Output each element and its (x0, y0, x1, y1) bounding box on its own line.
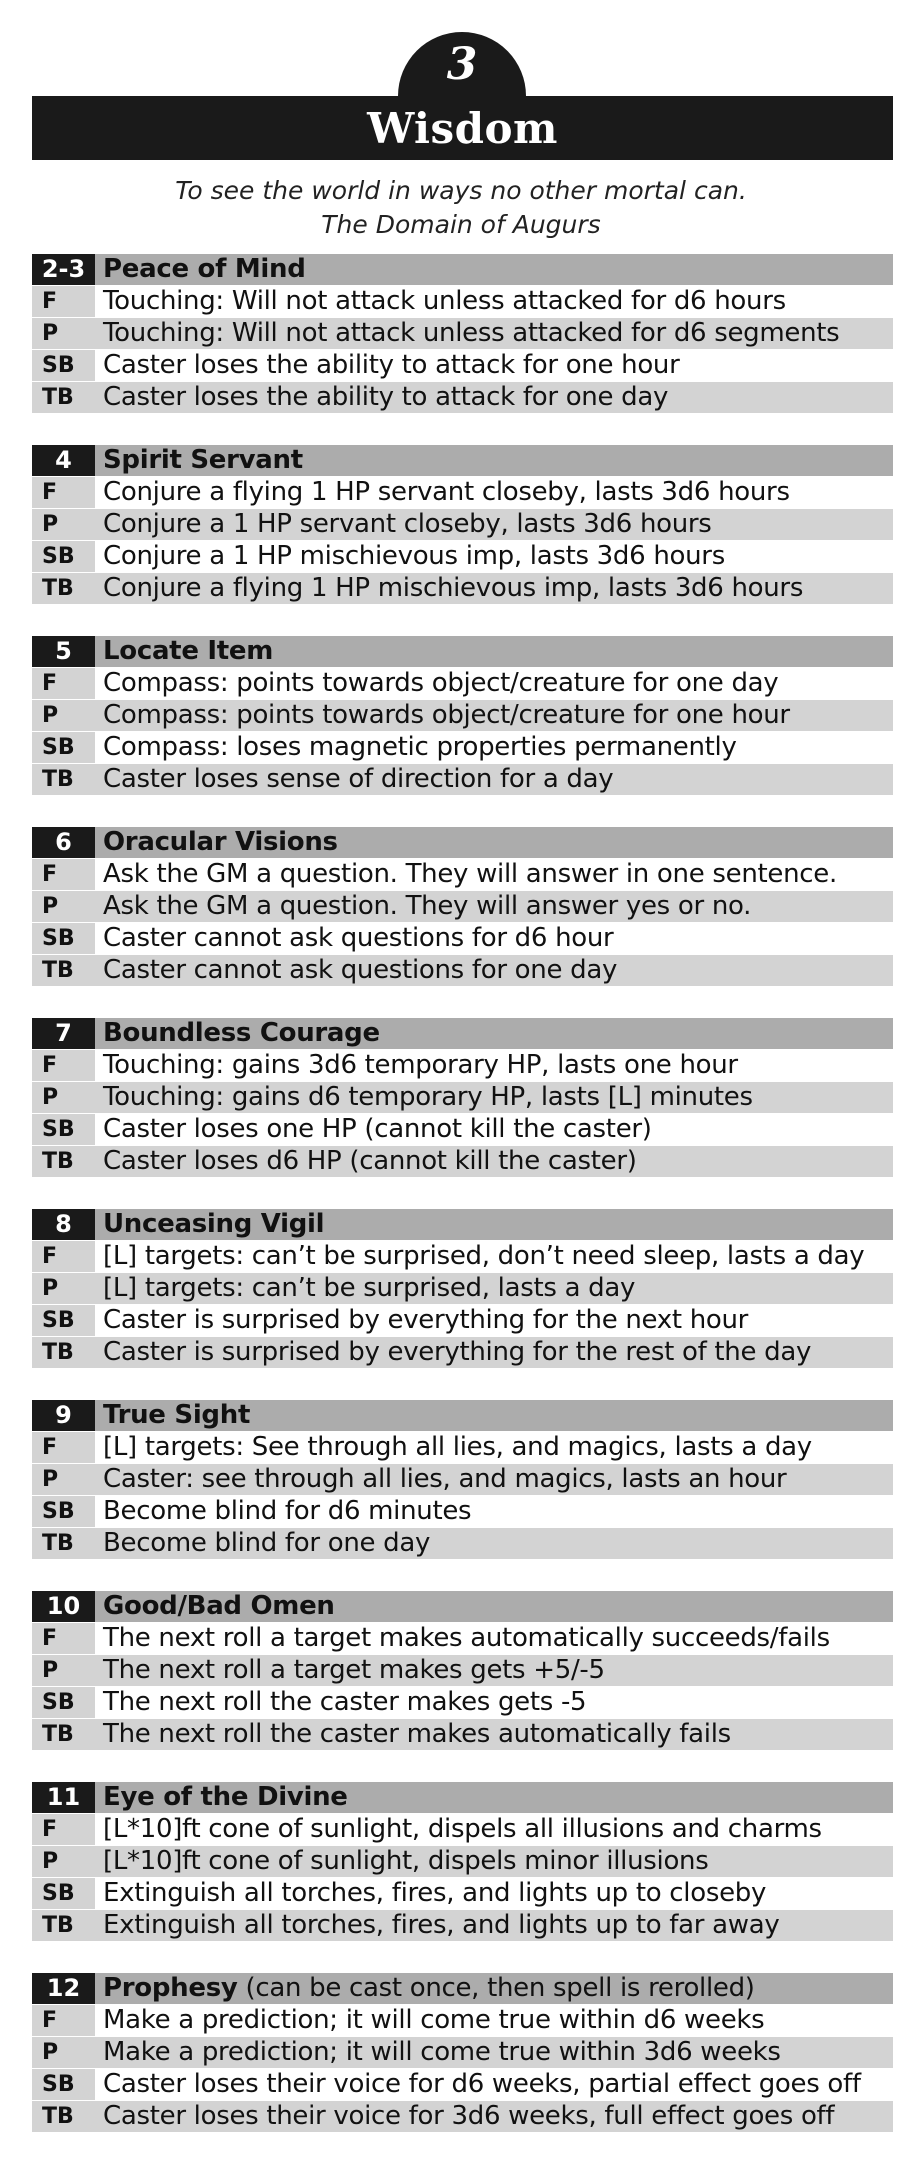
effect-code: SB (32, 1496, 95, 1527)
effect-code: F (32, 1241, 95, 1272)
effect-text: Caster loses their voice for d6 weeks, partial effect goes off (95, 2069, 893, 2100)
effect-code: TB (32, 2101, 95, 2132)
spell-block (32, 1209, 893, 1369)
effect-code: SB (32, 1305, 95, 1336)
effect-row (32, 1623, 893, 1655)
effect-text: Make a prediction; it will come true within d6 weeks (95, 2005, 893, 2036)
effect-text: The next roll the caster makes gets -5 (95, 1687, 893, 1718)
spell-roll-number: 9 (32, 1400, 95, 1431)
effect-row (32, 1146, 893, 1178)
effect-code: F (32, 1050, 95, 1081)
effect-code: P (32, 1655, 95, 1686)
effect-row (32, 1432, 893, 1464)
effect-row (32, 1655, 893, 1687)
effect-text: Extinguish all torches, fires, and lights up to closeby (95, 1878, 893, 1909)
effect-row (32, 573, 893, 605)
effect-text: Compass: loses magnetic properties permanently (95, 732, 893, 763)
effect-row (32, 1719, 893, 1751)
effect-text: Caster loses one HP (cannot kill the caster) (95, 1114, 893, 1145)
effect-text: [L] targets: can’t be surprised, lasts a day (95, 1273, 893, 1304)
effect-code: F (32, 859, 95, 890)
effect-code: TB (32, 573, 95, 604)
spell-block (32, 1591, 893, 1751)
spell-roll-number: 11 (32, 1782, 95, 1813)
effect-text: [L*10]ft cone of sunlight, dispels all illusions and charms (95, 1814, 893, 1845)
effect-text: Touching: Will not attack unless attacked for d6 hours (95, 286, 893, 317)
spell-name: Peace of Mind (103, 254, 306, 284)
spell-header-row (32, 1591, 893, 1623)
effect-text: Touching: gains d6 temporary HP, lasts [L] minutes (95, 1082, 893, 1113)
subtitle-line: To see the world in ways no other mortal can. (175, 176, 747, 205)
effect-code: SB (32, 2069, 95, 2100)
spell-header-row (32, 1209, 893, 1241)
effect-code: P (32, 1464, 95, 1495)
effect-row (32, 1687, 893, 1719)
effect-text: Caster cannot ask questions for d6 hour (95, 923, 893, 954)
spell-roll-number: 2-3 (32, 254, 95, 285)
effect-text: [L] targets: can’t be surprised, don’t need sleep, lasts a day (95, 1241, 893, 1272)
effect-row (32, 1050, 893, 1082)
effect-text: Caster loses their voice for 3d6 weeks, full effect goes off (95, 2101, 893, 2132)
effect-code: P (32, 318, 95, 349)
effect-code: F (32, 1814, 95, 1845)
effect-row (32, 1337, 893, 1369)
effect-text: Compass: points towards object/creature for one hour (95, 700, 893, 731)
spell-header-row (32, 1400, 893, 1432)
effect-row (32, 1846, 893, 1878)
effect-text: Conjure a flying 1 HP mischievous imp, lasts 3d6 hours (95, 573, 893, 604)
effect-row (32, 1305, 893, 1337)
effect-text: Caster: see through all lies, and magics, lasts an hour (95, 1464, 893, 1495)
effect-text: The next roll a target makes automatically succeeds/fails (95, 1623, 893, 1654)
spell-name: Eye of the Divine (103, 1782, 348, 1812)
effect-code: F (32, 1623, 95, 1654)
effect-row (32, 318, 893, 350)
effect-row (32, 1878, 893, 1910)
effect-row (32, 732, 893, 764)
spell-roll-number: 12 (32, 1973, 95, 2004)
spell-name-cell (95, 254, 893, 285)
effect-row (32, 1082, 893, 1114)
effect-code: SB (32, 1114, 95, 1145)
spell-name: Unceasing Vigil (103, 1209, 325, 1239)
effect-code: SB (32, 732, 95, 763)
effect-code: P (32, 1273, 95, 1304)
effect-row (32, 1241, 893, 1273)
spell-note: (can be cast once, then spell is rerolled) (237, 1973, 755, 2003)
effect-code: P (32, 1082, 95, 1113)
spell-name: Good/Bad Omen (103, 1591, 335, 1621)
effect-row (32, 2101, 893, 2133)
effect-row (32, 1814, 893, 1846)
effect-code: TB (32, 1910, 95, 1941)
effect-text: Extinguish all torches, fires, and lights up to far away (95, 1910, 893, 1941)
spell-roll-number: 10 (32, 1591, 95, 1622)
effect-text: Conjure a 1 HP servant closeby, lasts 3d6 hours (95, 509, 893, 540)
subtitle-line: The Domain of Augurs (321, 210, 601, 239)
effect-code: SB (32, 1878, 95, 1909)
effect-text: The next roll the caster makes automatically fails (95, 1719, 893, 1750)
effect-row (32, 891, 893, 923)
effect-row (32, 382, 893, 414)
effect-text: Caster loses d6 HP (cannot kill the caster) (95, 1146, 893, 1177)
spell-header-row (32, 254, 893, 286)
spell-name-cell (95, 1209, 893, 1240)
effect-row (32, 509, 893, 541)
effect-code: SB (32, 1687, 95, 1718)
effect-code: TB (32, 764, 95, 795)
spell-name: True Sight (103, 1400, 251, 1430)
spell-header-row (32, 1973, 893, 2005)
effect-row (32, 700, 893, 732)
spell-name: Boundless Courage (103, 1018, 380, 1048)
effect-text: Caster is surprised by everything for the next hour (95, 1305, 893, 1336)
spell-header-row (32, 1782, 893, 1814)
spell-name-cell (95, 1018, 893, 1049)
effect-row (32, 2037, 893, 2069)
spell-name-cell (95, 1591, 893, 1622)
domain-subtitle (0, 174, 922, 242)
domain-title: Wisdom (367, 104, 558, 153)
spell-name-cell (95, 1782, 893, 1813)
spell-name: Oracular Visions (103, 827, 338, 857)
spell-name-cell (95, 636, 893, 667)
effect-row (32, 764, 893, 796)
effect-text: Conjure a 1 HP mischievous imp, lasts 3d6 hours (95, 541, 893, 572)
effect-code: TB (32, 1719, 95, 1750)
effect-code: P (32, 700, 95, 731)
spell-header-row (32, 1018, 893, 1050)
effect-text: Ask the GM a question. They will answer in one sentence. (95, 859, 893, 890)
spell-block (32, 1973, 893, 2133)
spell-name-cell (95, 445, 893, 476)
spell-name: Locate Item (103, 636, 274, 666)
spell-name-cell (95, 1973, 893, 2004)
spell-block (32, 254, 893, 414)
effect-text: [L] targets: See through all lies, and magics, lasts a day (95, 1432, 893, 1463)
effect-row (32, 923, 893, 955)
spell-block (32, 827, 893, 987)
effect-row (32, 1910, 893, 1942)
effect-text: Caster cannot ask questions for one day (95, 955, 893, 986)
effect-text: Ask the GM a question. They will answer yes or no. (95, 891, 893, 922)
spell-block (32, 445, 893, 605)
effect-code: F (32, 286, 95, 317)
effect-text: Caster loses the ability to attack for one day (95, 382, 893, 413)
effect-row (32, 286, 893, 318)
effect-row (32, 1496, 893, 1528)
effect-text: Compass: points towards object/creature for one day (95, 668, 893, 699)
effect-code: P (32, 891, 95, 922)
spell-roll-number: 7 (32, 1018, 95, 1049)
spell-name-cell (95, 1400, 893, 1431)
effect-row (32, 350, 893, 382)
spell-table (32, 254, 893, 2164)
spell-block (32, 1782, 893, 1942)
effect-code: TB (32, 1146, 95, 1177)
domain-header (0, 0, 922, 160)
spell-roll-number: 6 (32, 827, 95, 858)
effect-text: Caster loses sense of direction for a day (95, 764, 893, 795)
spell-roll-number: 4 (32, 445, 95, 476)
effect-code: SB (32, 350, 95, 381)
effect-code: F (32, 477, 95, 508)
effect-text: [L*10]ft cone of sunlight, dispels minor illusions (95, 1846, 893, 1877)
spell-block (32, 1018, 893, 1178)
effect-code: TB (32, 382, 95, 413)
effect-text: Make a prediction; it will come true within 3d6 weeks (95, 2037, 893, 2068)
effect-row (32, 2005, 893, 2037)
effect-text: Conjure a flying 1 HP servant closeby, lasts 3d6 hours (95, 477, 893, 508)
effect-row (32, 1114, 893, 1146)
spell-roll-number: 8 (32, 1209, 95, 1240)
effect-row (32, 477, 893, 509)
domain-number: 3 (446, 39, 478, 90)
spell-header-row (32, 827, 893, 859)
effect-text: Caster loses the ability to attack for one hour (95, 350, 893, 381)
spell-header-row (32, 445, 893, 477)
effect-code: TB (32, 1528, 95, 1559)
effect-code: P (32, 1846, 95, 1877)
effect-row (32, 859, 893, 891)
effect-text: Become blind for d6 minutes (95, 1496, 893, 1527)
spell-header-row (32, 636, 893, 668)
spell-block (32, 636, 893, 796)
effect-text: Touching: gains 3d6 temporary HP, lasts one hour (95, 1050, 893, 1081)
effect-code: SB (32, 923, 95, 954)
spell-name-cell (95, 827, 893, 858)
effect-text: Touching: Will not attack unless attacked for d6 segments (95, 318, 893, 349)
effect-row (32, 1464, 893, 1496)
effect-text: The next roll a target makes gets +5/-5 (95, 1655, 893, 1686)
effect-code: TB (32, 955, 95, 986)
effect-code: F (32, 668, 95, 699)
effect-code: P (32, 509, 95, 540)
effect-row (32, 668, 893, 700)
effect-code: F (32, 1432, 95, 1463)
effect-row (32, 2069, 893, 2101)
effect-row (32, 1528, 893, 1560)
effect-code: P (32, 2037, 95, 2068)
effect-code: F (32, 2005, 95, 2036)
effect-text: Become blind for one day (95, 1528, 893, 1559)
effect-row (32, 955, 893, 987)
spell-name: Spirit Servant (103, 445, 303, 475)
spell-block (32, 1400, 893, 1560)
effect-row (32, 1273, 893, 1305)
spell-name: Prophesy (103, 1973, 238, 2003)
effect-row (32, 541, 893, 573)
effect-text: Caster is surprised by everything for the rest of the day (95, 1337, 893, 1368)
effect-code: TB (32, 1337, 95, 1368)
spell-roll-number: 5 (32, 636, 95, 667)
effect-code: SB (32, 541, 95, 572)
